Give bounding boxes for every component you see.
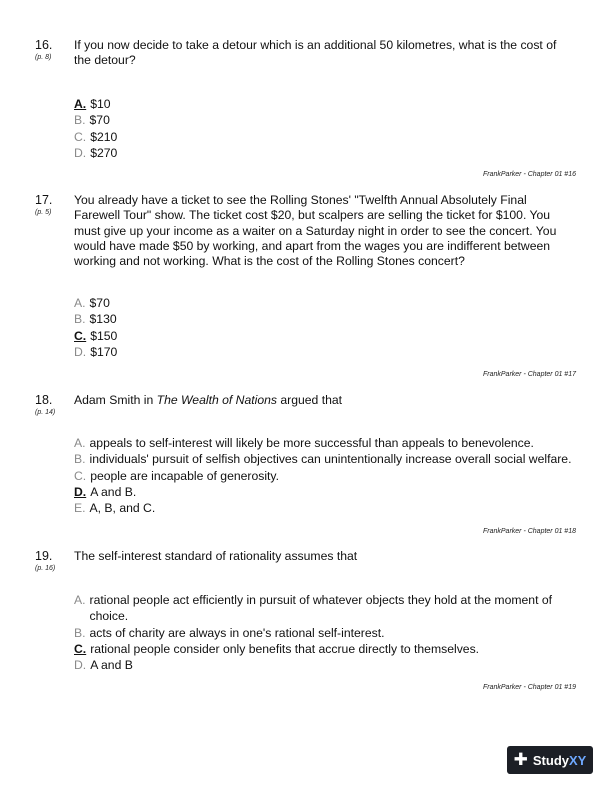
option-text: $70 [89,113,110,128]
option-d [74,657,574,673]
option-letter: B. [74,452,86,467]
option-letter: C. [74,641,87,656]
option-text: $170 [90,344,118,359]
option-b [74,112,574,128]
option-letter: D. [74,344,87,359]
option-letter: B. [74,625,86,640]
question-text-end: argued that [277,393,343,407]
option-a [74,96,574,112]
option-letter: A. [74,593,86,607]
source-reference: FrankParker - Chapter 01 #17 [483,371,576,378]
option-text: $210 [90,129,118,144]
option-letter: C. [74,468,87,483]
question-text: The self-interest standard of rationality assumes that [74,549,358,563]
option-letter: A. [74,296,86,310]
question-text: If you now decide to take a detour which is an additional 50 kilometres, what is the cost of the detour? [74,38,557,68]
option-letter: C. [74,129,87,144]
option-text: $150 [90,328,118,343]
page-reference: (p. 8) [35,54,52,61]
source-reference: FrankParker - Chapter 01 #16 [483,171,576,178]
option-a [74,295,574,311]
option-text: rational people act efficiently in pursuit of whatever objects they hold at the moment of choice. [89,593,553,624]
option-letter: A. [74,436,86,450]
page-reference: (p. 16) [35,565,56,572]
option-b [74,625,574,641]
option-letter: D. [74,145,87,160]
option-letter: B. [74,312,86,327]
option-text: A and B [90,658,133,673]
question-number: 17. [35,193,53,207]
badge-word: Study [532,752,570,768]
option-letter: B. [74,113,86,128]
option-text: $130 [89,312,117,327]
option-list [74,592,574,673]
option-e [74,500,574,516]
option-text: rational people consider only benefits that accrue directly to themselves. [90,641,480,656]
option-text: $10 [90,97,111,111]
option-text: people are incapable of generosity. [90,468,279,483]
option-letter: E. [74,501,86,516]
option-letter: D. [74,484,87,499]
source-reference: FrankParker - Chapter 01 #18 [483,528,576,535]
option-text: A, B, and C. [89,501,156,516]
question-text [74,393,574,408]
book-title: The Wealth of Nations [156,393,277,407]
option-list [74,295,574,360]
page-reference: (p. 14) [35,409,56,416]
option-c [74,468,574,484]
option-d [74,145,574,161]
option-text: $270 [90,145,118,160]
question-number: 16. [35,38,53,52]
option-text: individuals' pursuit of selfish objectives can unintentionally increase overall social welfare. [89,452,572,467]
option-c [74,129,574,145]
question-number: 18. [35,393,53,407]
option-letter: D. [74,658,87,673]
option-list [74,435,574,516]
option-letter: C. [74,328,87,343]
question-number: 19. [35,549,53,563]
option-letter: A. [74,97,87,111]
page-reference: (p. 5) [35,209,52,216]
option-d [74,484,574,500]
question-text: You already have a ticket to see the Rolling Stones' "Twelfth Annual Absolutely Final Farewell Tour" show. The ticket cost $20, but scalpers are selling the ticket for $100. You must give up your income as a waiter on a Saturday night in order to see the concert. You would have made $50 by working, and apart from the wages you are indifferent between working and not working. What is the cost of the Rolling Stones concert? [74,193,557,269]
option-b [74,311,574,327]
question-text-start: Adam Smith in [74,393,157,407]
option-a [74,435,574,451]
option-c [74,641,574,657]
option-a [74,592,574,625]
option-b [74,451,574,467]
option-text: $70 [89,296,110,310]
studyxy-badge[interactable] [507,746,593,774]
option-d [74,344,574,360]
source-reference: FrankParker - Chapter 01 #19 [483,684,576,691]
option-text: appeals to self-interest will likely be more successful than appeals to benevolence. [89,436,534,450]
option-list [74,96,574,161]
badge-accent: XY [569,752,587,768]
option-text: acts of charity are always in one's rational self-interest. [89,625,385,640]
plus-icon: ✚ [513,750,528,769]
option-c [74,328,574,344]
option-text: A and B. [90,484,137,499]
